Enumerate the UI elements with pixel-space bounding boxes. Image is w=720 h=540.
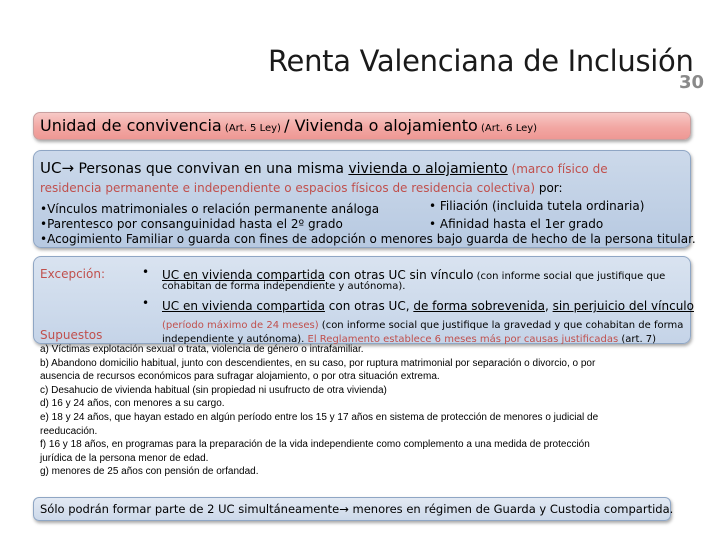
supuesto-item: f) 16 y 18 años, en programas para la preparación de la vida independiente como complemento a una medida de protección xyxy=(40,439,590,451)
uc-definition-box xyxy=(33,150,696,248)
exception-item-2 xyxy=(162,295,694,314)
uc-text: Personas que convivan en una misma xyxy=(74,161,349,177)
item1-underlined: UC en vivienda compartida xyxy=(162,268,325,282)
uc-line-1 xyxy=(40,158,608,177)
item2-text: con otras UC, xyxy=(324,299,414,313)
uc-line2-end: por: xyxy=(535,181,563,195)
exception-box xyxy=(33,256,694,345)
supuesto-item: c) Desahucio de vivienda habitual (sin propiedad ni usufructo de otra vivienda) xyxy=(40,384,387,396)
item2-u3: sin perjuicio del vínculo xyxy=(552,299,694,313)
criteria-item: •Acogimiento Familiar o guarda con fines de adopción o menores bajo guarda de hecho de la persona titular. xyxy=(40,232,696,246)
criteria-item-right: • Filiación (incluida tutela ordinaria) xyxy=(429,199,645,213)
supuestos-label: Supuestos xyxy=(40,328,103,342)
supuesto-item: g) menores de 25 años con pensión de orfandad. xyxy=(40,466,259,478)
item2-red: (período máximo de 24 meses) xyxy=(162,320,319,331)
uc-line-2 xyxy=(40,181,563,195)
item2-u2: de forma sobrevenida xyxy=(413,299,545,313)
supuestos-list xyxy=(40,343,680,479)
header-part1: Unidad de convivencia xyxy=(40,116,222,135)
item2-underlined: UC en vivienda compartida xyxy=(162,299,325,313)
supuesto-item: e) 18 y 24 años, que hayan estado en algún período entre los 15 y 17 años en sistema de protección de menores o judicial de xyxy=(40,411,599,423)
supuesto-item: jurídica de la persona menor de edad. xyxy=(40,452,209,464)
item2-small: (con informe social que justifique la gravedad y que cohabitan de forma xyxy=(318,320,684,331)
uc-label: UC xyxy=(40,159,62,177)
uc-underlined: vivienda o alojamiento xyxy=(348,161,508,177)
arrow-right-icon: → xyxy=(339,502,349,516)
header-ref1: (Art. 5 Ley) xyxy=(221,123,285,134)
bullet: • xyxy=(142,265,150,279)
supuesto-item: d) 16 y 24 años, con menores a su cargo. xyxy=(40,398,225,410)
exception-label: Excepción: xyxy=(40,267,105,281)
bullet: • xyxy=(142,296,150,310)
item1-text: con otras UC sin vínculo xyxy=(324,268,474,282)
item2-red2: El Reglamento establece 6 meses más por causas justificadas xyxy=(307,334,619,345)
item2-end: (art. 7) xyxy=(618,334,657,345)
uc-red-text: (marco físico de xyxy=(507,162,608,176)
supuesto-item: b) Abandono domicilio habitual, junto con descendientes, en su caso, por ruptura matrimonial por separación o divorcio, o por xyxy=(40,357,596,369)
header-bar xyxy=(33,112,691,140)
criteria-item: •Parentesco por consanguinidad hasta el 2º grado xyxy=(40,217,343,231)
header-ref2: (Art. 6 Ley) xyxy=(477,123,538,134)
uc-line2-red: residencia permanente e independiente o espacios físicos de residencia colectiva) xyxy=(40,181,536,195)
item2-small2: independiente y autónoma). xyxy=(162,334,308,345)
footer-text1: Sólo podrán formar parte de 2 UC simultáneamente xyxy=(40,502,340,516)
supuesto-item: a) Víctimas explotación sexual o trata, violencia de género o intrafamiliar. xyxy=(40,344,364,355)
supuesto-item: ausencia de recursos económicos para sufragar alojamiento, o por otra situación extrema. xyxy=(40,371,440,383)
footer-text2: menores en régimen de Guarda y Custodia compartida. xyxy=(348,502,674,516)
arrow-right-icon: → xyxy=(61,159,75,177)
supuesto-item: reeducación. xyxy=(40,425,98,437)
criteria-item: •Vínculos matrimoniales o relación permanente análoga xyxy=(40,202,380,216)
footer-box xyxy=(33,497,674,521)
slide-title: Renta Valenciana de Inclusión xyxy=(268,44,694,78)
item1-small2: cohabitan de forma independiente y autónoma). xyxy=(162,281,406,292)
header-sep: / Vivienda o alojamiento xyxy=(284,116,478,135)
slide-number: 30 xyxy=(679,72,705,93)
item1-small: (con informe social que justifique que xyxy=(473,271,666,282)
criteria-item-right: • Afinidad hasta el 1er grado xyxy=(429,217,604,231)
item2-comma: , xyxy=(544,299,553,313)
